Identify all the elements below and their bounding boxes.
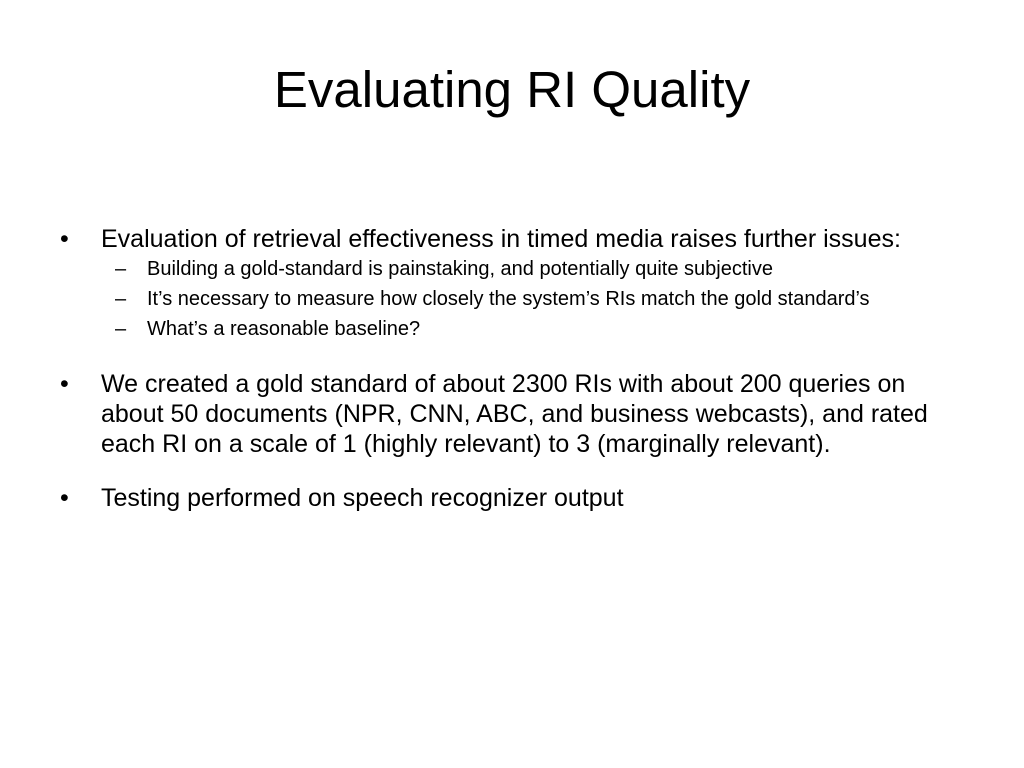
bullet-marker: •	[60, 484, 69, 512]
sub-bullet-text: What’s a reasonable baseline?	[147, 318, 421, 340]
bullet-text: Testing performed on speech recognizer output	[101, 484, 624, 512]
sub-bullet-text: Building a gold-standard is painstaking, and potentially quite subjective	[147, 258, 773, 280]
sub-bullet-item	[60, 287, 960, 311]
bullet-text: Evaluation of retrieval effectiveness in timed media raises further issues:	[101, 225, 901, 253]
slide-title: Evaluating RI Quality	[273, 61, 751, 118]
bullet-item	[60, 224, 960, 254]
bullet-list	[60, 224, 960, 513]
sub-bullet-list	[60, 257, 960, 341]
bullet-item	[60, 369, 960, 459]
bullet-marker: •	[60, 225, 69, 253]
bullet-item	[60, 483, 960, 513]
sub-bullet-marker: –	[115, 318, 127, 340]
sub-bullet-item	[60, 317, 960, 341]
sub-bullet-marker: –	[115, 258, 127, 280]
sub-bullet-item	[60, 257, 960, 281]
bullet-marker: •	[60, 370, 69, 398]
bullet-text: We created a gold standard of about 2300 RIs with about 200 queries on about 50 documents (NPR, CNN, ABC, and business webcasts), and rated each RI on a scale of 1 (highly relevant) to 3 (marginally relevant).	[101, 370, 928, 458]
sub-bullet-text: It’s necessary to measure how closely the system’s RIs match the gold standard’s	[147, 288, 870, 310]
sub-bullet-marker: –	[115, 288, 127, 310]
